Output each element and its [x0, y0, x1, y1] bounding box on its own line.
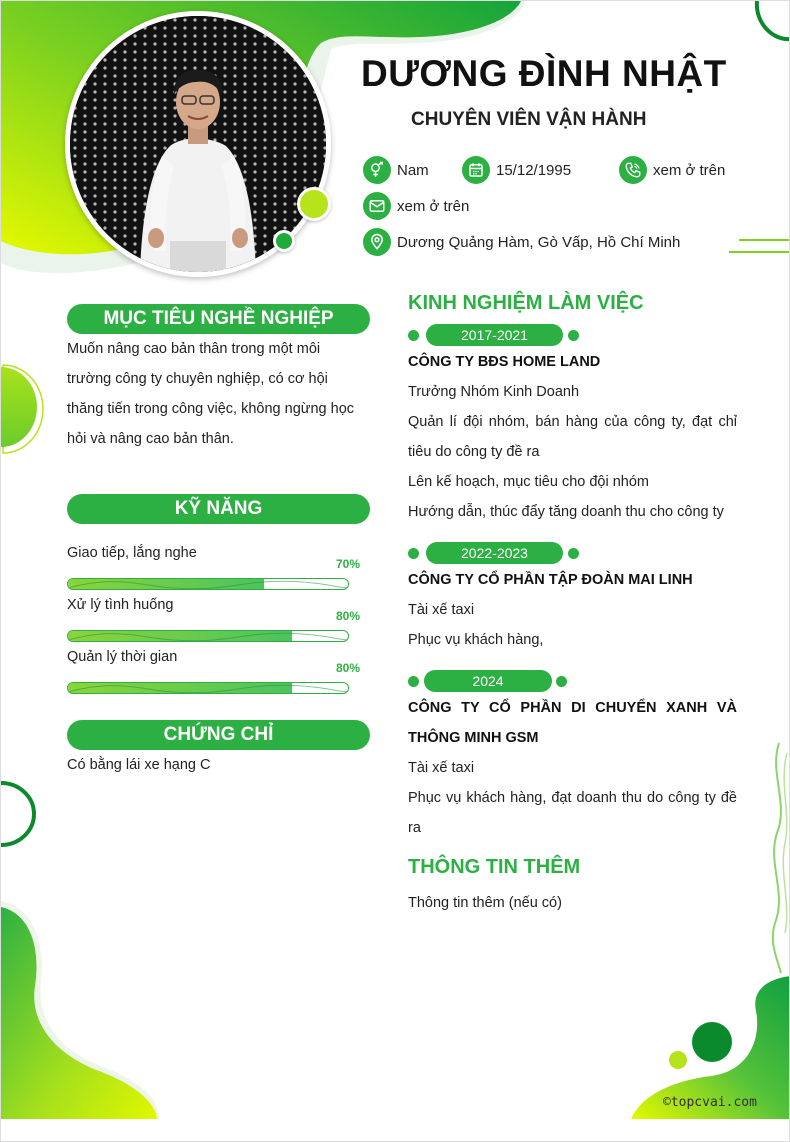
location-icon	[363, 228, 391, 256]
phone-value: xem ở trên	[653, 161, 726, 179]
year-dot-right	[568, 548, 579, 559]
year-dot-left	[408, 548, 419, 559]
info-birthday	[462, 156, 571, 184]
skill-percent: 80%	[336, 609, 361, 623]
bottom-dot-lime-decoration	[669, 1051, 687, 1069]
email-icon	[363, 192, 391, 220]
job-line: Tài xế taxi	[408, 602, 475, 618]
job-company: CÔNG TY BĐS HOME LAND	[408, 354, 601, 370]
info-gender	[363, 156, 429, 184]
year-dot-right	[556, 676, 567, 687]
skill-bar	[67, 578, 349, 590]
avatar-lime-dot-decoration	[297, 187, 331, 221]
info-address	[363, 228, 680, 256]
job-years: 2017-2021	[426, 324, 563, 346]
skill-bar	[67, 682, 349, 694]
right-lines-decoration	[729, 237, 790, 257]
skill-label: Xử lý tình huống	[67, 597, 174, 613]
experience-heading: KINH NGHIỆM LÀM VIỆC	[408, 292, 644, 314]
job-company: CÔNG TY CỔ PHẦN TẬP ĐOÀN MAI LINH	[408, 572, 693, 588]
job-years-row	[408, 324, 583, 346]
job-years: 2022-2023	[426, 542, 563, 564]
job-line: Phục vụ khách hàng, đạt doanh thu do công ty đề ra	[408, 790, 737, 836]
year-dot-right	[568, 330, 579, 341]
year-dot-left	[408, 330, 419, 341]
job-years: 2024	[424, 670, 552, 692]
skill-label: Quản lý thời gian	[67, 649, 178, 665]
certificates-heading: CHỨNG CHỈ	[67, 720, 370, 750]
info-phone	[619, 156, 725, 184]
extra-info-heading: THÔNG TIN THÊM	[408, 856, 581, 878]
top-right-ring-decoration	[751, 1, 790, 43]
job-line: Trưởng Nhóm Kinh Doanh	[408, 384, 580, 400]
gender-value: Nam	[397, 161, 429, 179]
right-wave-decoration	[767, 743, 790, 973]
skill-percent: 80%	[336, 661, 361, 675]
left-ring-decoration	[1, 779, 41, 849]
job-years-row	[408, 670, 573, 692]
avatar-green-dot-decoration	[273, 230, 295, 252]
objective-text: Muốn nâng cao bản thân trong một môi trường công ty chuyên nghiệp, có cơ hội thăng tiến trong công việc, không ngừng học hỏi và nâng cao bản thân.	[67, 341, 355, 447]
address-value: Dương Quảng Hàm, Gò Vấp, Hồ Chí Minh	[397, 233, 681, 251]
email-value: xem ở trên	[397, 197, 470, 215]
job-company: CÔNG TY CỔ PHẦN DI CHUYỂN XANH VÀ THÔNG MINH GSM	[408, 700, 737, 746]
birthday-value: 15/12/1995	[496, 161, 572, 179]
job-line: Quản lí đội nhóm, bán hàng của công ty, đạt chỉ tiêu do công ty đề ra	[408, 414, 737, 460]
job-line: Tài xế taxi	[408, 760, 475, 776]
bottom-dot-dark-decoration	[692, 1022, 732, 1062]
watermark: ©topcvai.com	[663, 1095, 757, 1110]
extra-info-text: Thông tin thêm (nếu có)	[408, 895, 562, 911]
bottom-left-blob-decoration	[1, 901, 171, 1142]
candidate-name: DƯƠNG ĐÌNH NHẬT	[361, 53, 727, 94]
calendar-icon	[462, 156, 490, 184]
job-line: Hướng dẫn, thúc đẩy tăng doanh thu cho công ty	[408, 504, 724, 520]
job-title: CHUYÊN VIÊN VẬN HÀNH	[411, 109, 647, 130]
skill-bar	[67, 630, 349, 642]
year-dot-left	[408, 676, 419, 687]
job-line: Lên kế hoạch, mục tiêu cho đội nhóm	[408, 474, 650, 490]
certificate-text: Có bằng lái xe hạng C	[67, 757, 211, 773]
objective-heading: MỤC TIÊU NGHỀ NGHIỆP	[67, 304, 370, 334]
gender-icon	[363, 156, 391, 184]
left-half-circle-decoration	[1, 359, 45, 459]
job-years-row	[408, 542, 583, 564]
skill-label: Giao tiếp, lắng nghe	[67, 545, 197, 561]
skill-percent: 70%	[336, 557, 361, 571]
skills-heading: KỸ NĂNG	[67, 494, 370, 524]
info-email	[363, 192, 469, 220]
job-line: Phục vụ khách hàng,	[408, 632, 544, 648]
phone-icon	[619, 156, 647, 184]
